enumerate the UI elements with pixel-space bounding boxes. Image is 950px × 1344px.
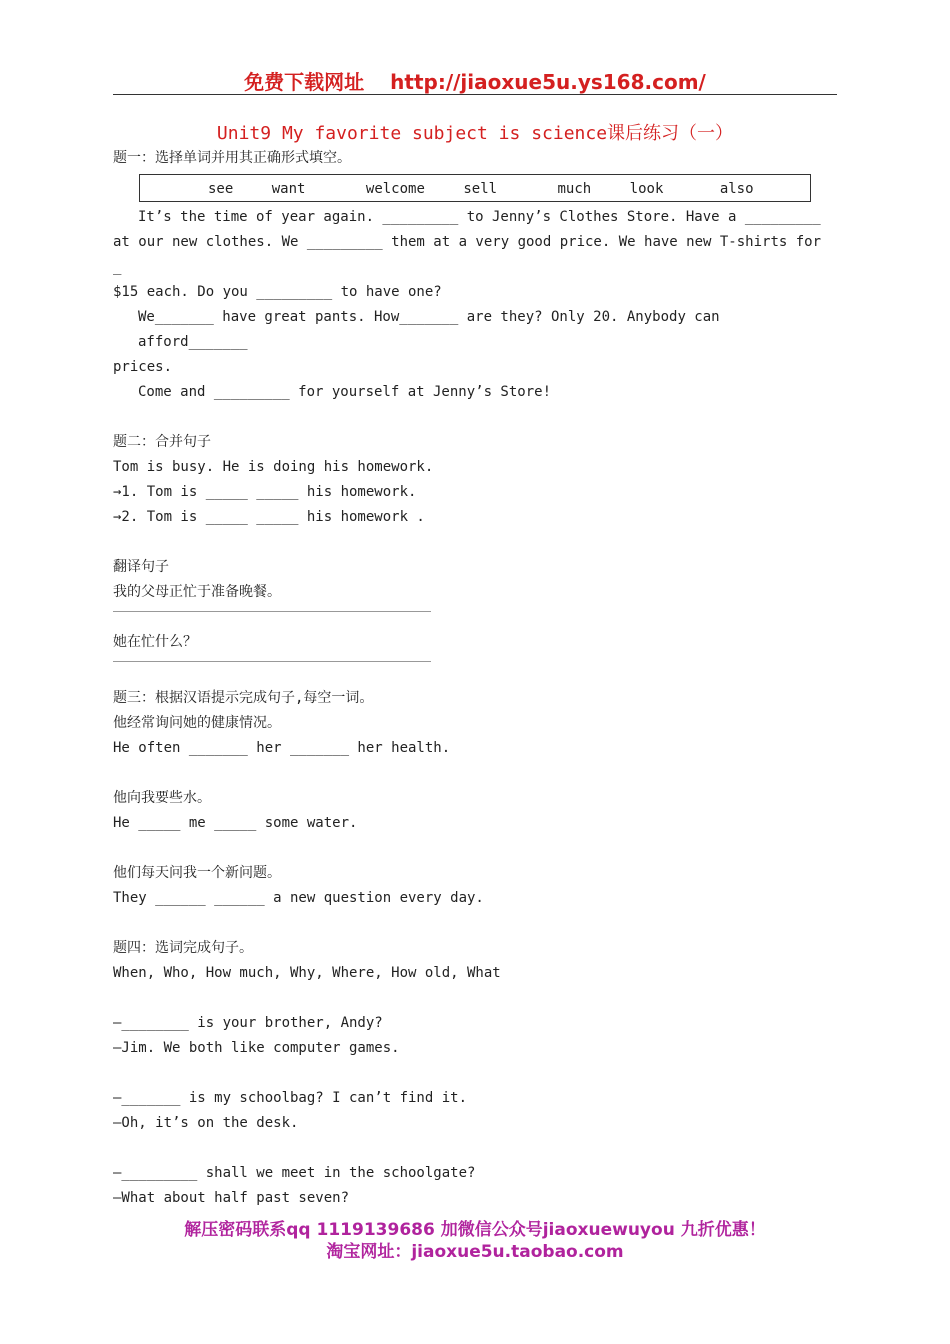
translate-prompt: 我的父母正忙于准备晚餐。 xyxy=(113,584,281,600)
q2-heading: 题二：合并句子 xyxy=(113,434,211,450)
word-bank-item: welcome xyxy=(365,181,425,197)
q2-item: →2. Tom is _____ _____ his homework . xyxy=(113,509,425,525)
word-bank-box xyxy=(139,174,811,202)
q3-chinese: 他向我要些水。 xyxy=(113,790,211,806)
translate-prompt: 她在忙什么？ xyxy=(113,634,197,650)
q1-paragraph-line: We_______ have great pants. How_______ are they? Only 20. Anybody can afford_______ xyxy=(138,309,729,350)
q1-paragraph-line: at our new clothes. We _________ them at a very good price. We have new T-shirts for _ xyxy=(113,234,830,275)
q4-heading: 题四：选词完成句子。 xyxy=(113,940,253,956)
q3-chinese: 他们每天问我一个新问题。 xyxy=(113,865,281,881)
word-bank-item: also xyxy=(719,181,754,197)
q3-english: He often _______ her _______ her health. xyxy=(113,740,451,756)
word-bank-item: sell xyxy=(463,181,498,197)
dialog-line: —Jim. We both like computer games. xyxy=(113,1040,400,1056)
site-header xyxy=(0,66,950,95)
dialog-line: —Oh, it’s on the desk. xyxy=(113,1115,299,1131)
q3-chinese: 他经常询问她的健康情况。 xyxy=(113,715,281,731)
word-bank-item: see xyxy=(208,181,234,197)
word-bank-item: look xyxy=(629,181,664,197)
word-bank-item: want xyxy=(271,181,306,197)
page-footer xyxy=(0,1219,950,1263)
answer-line xyxy=(113,611,431,612)
q1-paragraph-line: It’s the time of year again. _________ to Jenny’s Clothes Store. Have a _________ xyxy=(138,209,821,225)
footer-contact: 解压密码联系qq 1119139686 加微信公众号jiaoxuewuyou 九折优惠！ xyxy=(184,1220,766,1240)
header-divider xyxy=(113,94,837,95)
word-bank-item: much xyxy=(557,181,592,197)
header-url-link[interactable]: http://jiaoxue5u.ys168.com/ xyxy=(390,70,706,94)
q3-english: They ______ ______ a new question every day. xyxy=(113,890,484,906)
q1-paragraph-line: prices. xyxy=(113,359,173,375)
q4-options: When, Who, How much, Why, Where, How old, What xyxy=(113,965,501,981)
answer-line xyxy=(113,661,431,662)
footer-shop-link[interactable]: 淘宝网址：jiaoxue5u.taobao.com xyxy=(326,1242,624,1262)
q1-paragraph-line: $15 each. Do you _________ to have one? xyxy=(113,284,442,300)
header-label: 免费下载网址 xyxy=(244,70,365,94)
q3-heading: 题三：根据汉语提示完成句子,每空一词。 xyxy=(113,690,374,706)
q1-paragraph-line: Come and _________ for yourself at Jenny’s Store! xyxy=(138,384,552,400)
translate-heading: 翻译句子 xyxy=(113,559,169,575)
q2-sentence: Tom is busy. He is doing his homework. xyxy=(113,459,434,475)
dialog-line: —_______ is my schoolbag? I can’t find it. xyxy=(113,1090,468,1106)
dialog-line: —What about half past seven? xyxy=(113,1190,350,1206)
worksheet-body xyxy=(113,146,837,1211)
dialog-line: —_________ shall we meet in the schoolgate? xyxy=(113,1165,476,1181)
q1-heading: 题一：选择单词并用其正确形式填空。 xyxy=(113,150,351,166)
page-title: Unit9 My favorite subject is science课后练习（一） xyxy=(216,123,734,144)
dialog-line: —________ is your brother, Andy? xyxy=(113,1015,383,1031)
q2-item: →1. Tom is _____ _____ his homework. xyxy=(113,484,417,500)
q3-english: He _____ me _____ some water. xyxy=(113,815,358,831)
